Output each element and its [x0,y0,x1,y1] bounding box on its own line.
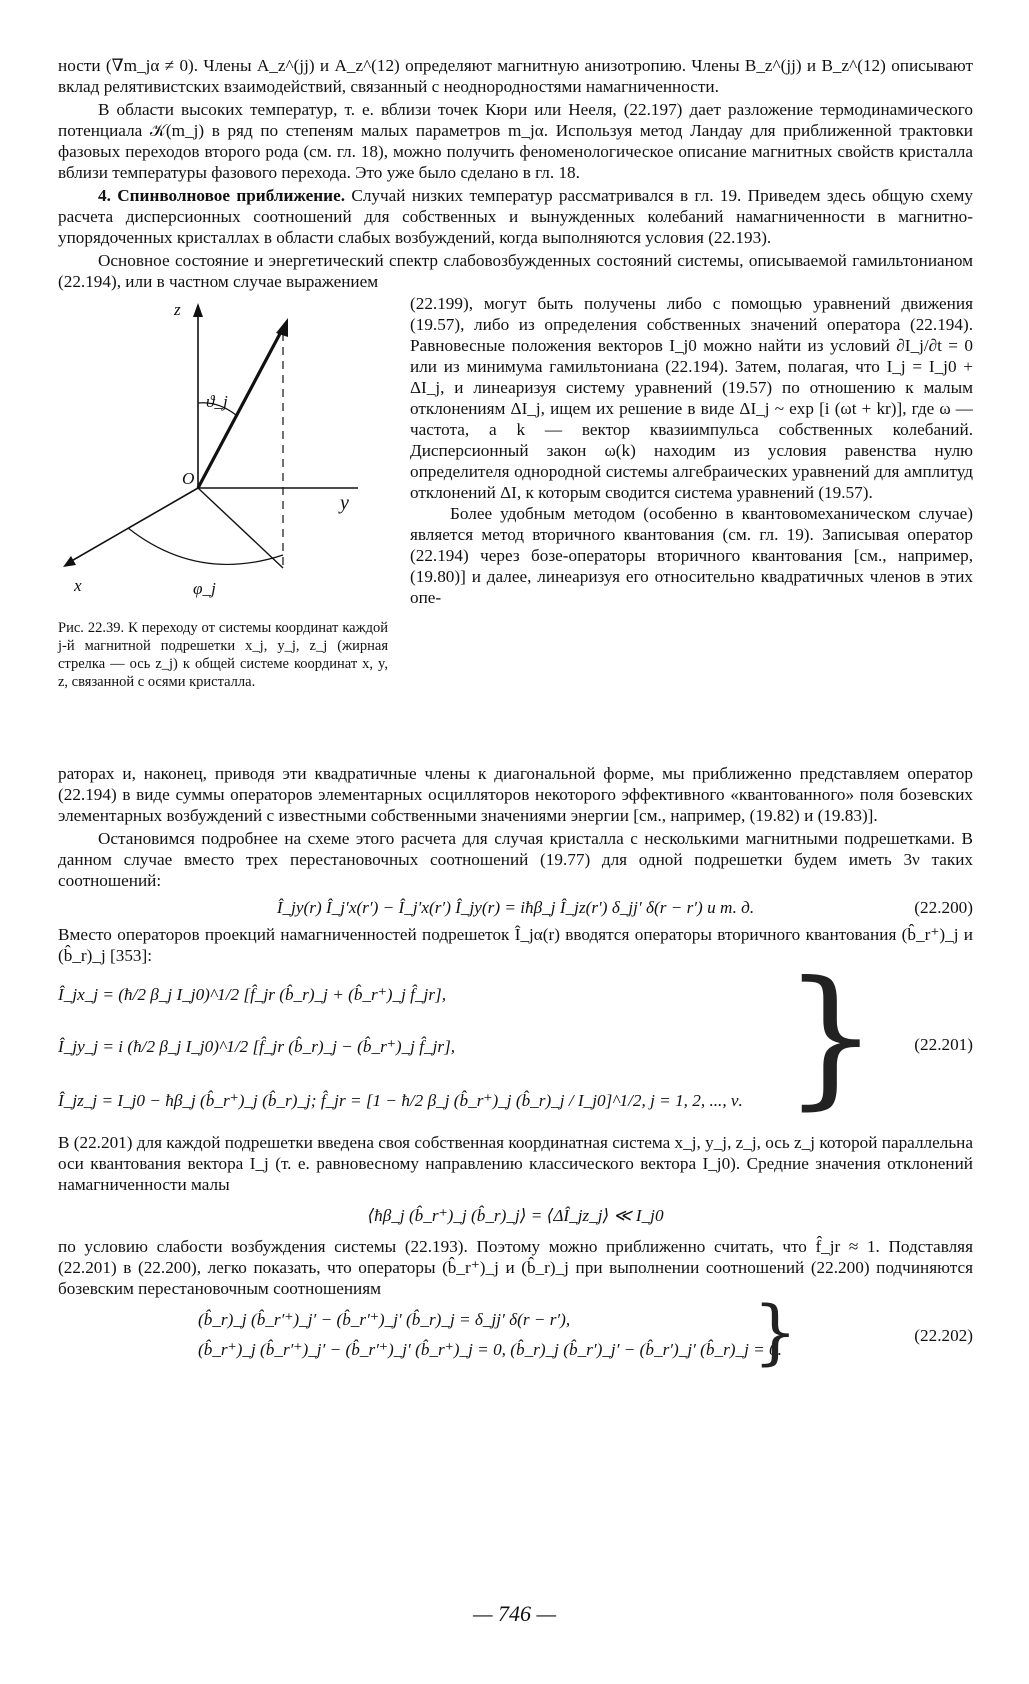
paragraph-0: ности (∇m_jα ≠ 0). Члены A_z^(jj) и A_z^(12) определяют магнитную анизотропию. Члены B_z^(jj) и B_z^(12) описывают вклад релятивистских взаимодействий, связанный с неоднородностями намагниченности. [58,56,973,96]
paragraph-5: Остановимся подробнее на схеме этого расчета для случая кристалла с несколькими магнитными подрешетками. В данном случае вместо трех перестановочных соотношений (19.77) для одной подрешетки будем иметь 3ν таких соотношений: [58,829,973,890]
page-body [58,55,973,1375]
equation-22-200 [58,897,973,918]
paragraph-6: Вместо операторов проекций намагниченностей подрешеток Î_jα(r) вводятся операторы вторичного квантования (b̂_r⁺)_j и (b̂_r)_j [353]: [58,925,973,965]
equation-22-202 [58,1291,973,1373]
equation-22-202-line-1: (b̂_r)_j (b̂_r′⁺)_j′ − (b̂_r′⁺)_j′ (b̂_r)_j = δ_jj′ δ(r − r′), [198,1310,571,1329]
paragraph-4-cont: раторах и, наконец, приводя эти квадратичные члены к диагональной форме, мы приближенно представляем оператор (22.194) в виде суммы операторов элементарных осцилляторов некоторого эффективного «квантованного» поля бозевских элементарных возбуждений с известными собственными значениями энергии [см., например, (19.82) и (19.83)]. [58,764,973,825]
right-column [410,293,973,608]
equation-22-201-line-2: Î_jy_j = i (ħ/2 β_j I_j0)^1/2 [f̂_jr (b̂_r)_j − (b̂_r⁺)_j f̂_jr], [58,1037,456,1056]
label-theta: ϑ_j [206,392,228,411]
equation-number: (22.200) [914,898,973,917]
right-brace: } [783,950,879,1124]
equation-mean-value [58,1205,973,1226]
label-z: z [174,300,181,319]
label-origin: O [182,469,195,488]
figure-22-39 [58,293,398,763]
label-phi: φ_j [193,579,216,598]
equation-number: (22.201) [914,1035,973,1054]
figure-block [58,293,973,763]
paragraph-2 [58,185,973,248]
page-number: — 746 — [472,1601,557,1626]
paragraph-3-start: Основное состояние и энергетический спектр слабовозбужденных состояний системы, описываемой гамильтонианом (22.194), или в частном случае выражением [58,251,973,291]
paragraph-7: В (22.201) для каждой подрешетки введена своя собственная координатная система x_j, y_j, z_j, ось z_j которой параллельна оси квантования вектора I_j (т. е. равновесному направлению классического вектора I_j0). Средние значения отклонений намагниченности малы [58,1133,973,1194]
paragraph-3-right: (22.199), могут быть получены либо с помощью уравнений движения (19.57), либо из определения собственных значений оператора (22.194). Равновесные положения векторов I_j0 можно найти из условий ∂I_j/∂t = 0 или из минимума гамильтониана (22.194). Затем, полагая, что I_j = I_j0 + ΔI_j, и линеаризуя систему уравнений (19.57) по отношению к малым отклонениям ΔI_j, ищем их решение в виде ΔI_j ~ exp [i (ωt + kr)], где ω — частота, a k — вектор квазиимпульса собственных колебаний. Дисперсионный закон ω(k) находим из условия равенства нулю определителя однородной системы алгебраических уравнений для амплитуд отклонений ΔI, к которым сводится система уравнений (19.57). [410,294,973,502]
equation-22-201 [58,950,973,1124]
label-y: y [340,492,349,514]
equation-22-202-line-2: (b̂_r⁺)_j (b̂_r′⁺)_j′ − (b̂_r′⁺)_j′ (b̂_r⁺)_j = 0, (b̂_r)_j (b̂_r′)_j′ − (b̂_r′)_j′ (b̂_r)_j = 0. [198,1340,782,1359]
equation-number: (22.202) [914,1326,973,1345]
label-x: x [74,576,82,595]
paragraph-2-text: Случай низких температур рассматривался в гл. 19. Приведем здесь общую схему расчета дисперсионных соотношений для собственных и вынужденных колебаний намагниченности в магнитно-упорядоченных кристаллах в области слабых возбуждений, когда выполняются условия (22.193). [58,186,974,247]
paragraph-8: по условию слабости возбуждения системы (22.193). Поэтому можно приближенно считать, что f̂_jr ≈ 1. Подставляя (22.201) в (22.200), легко показать, что операторы (b̂_r⁺)_j и (b̂_r)_j при выполнении соотношений (22.200) подчиняются бозевским перестановочным соотношениям [58,1237,973,1298]
equation-22-201-line-1: Î_jx_j = (ħ/2 β_j I_j0)^1/2 [f̂_jr (b̂_r)_j + (b̂_r⁺)_j f̂_jr], [58,985,446,1004]
section-heading: 4. Спинволновое приближение. [98,186,346,205]
paragraph-4-right: Более удобным методом (особенно в квантовомеханическом случае) является метод вторичного квантования (см. гл. 19). Записывая оператор (22.194) через бозе-операторы вторичного квантования [см., например, (19.80)] и далее, линеаризуя его относительно квадратичных членов в этих опе- [410,504,973,607]
figure-caption: Рис. 22.39. К переходу от системы координат каждой j-й магнитной подрешетки x_j, y_j, z_j (жирная стрелка — ось z_j) к общей системе координат x, y, z, связанной с осями кристалла. [58,620,388,690]
equation-mean-value-body: ⟨ħβ_j (b̂_r⁺)_j (b̂_r)_j⟩ = ⟨ΔÎ_jz_j⟩ ≪ I_j0 [367,1206,664,1225]
equation-22-200-body: Î_jy(r) Î_j′x(r′) − Î_j′x(r′) Î_jy(r) = iħβ_j Î_jz(r′) δ_jj′ δ(r − r′) и т. д. [276,898,755,917]
coordinate-diagram [58,293,398,613]
equation-22-201-line-3: Î_jz_j = I_j0 − ħβ_j (b̂_r⁺)_j (b̂_r)_j; f̂_jr = [1 − ħ/2 β_j (b̂_r⁺)_j (b̂_r)_j / I_j0]^1/2, j = 1, 2, ..., ν. [58,1091,743,1110]
right-brace: } [753,1291,798,1373]
paragraph-1: В области высоких температур, т. е. вблизи точек Кюри или Нееля, (22.197) дает разложение термодинамического потенциала 𝒦(m_j) в ряд по степеням малых параметров m_jα. Используя метод Ландау для приближенной трактовки фазовых переходов второго рода (см. гл. 18), можно получить феноменологическое описание магнитных свойств кристалла вблизи температуры фазового перехода. Это уже было сделано в гл. 18. [58,100,973,182]
